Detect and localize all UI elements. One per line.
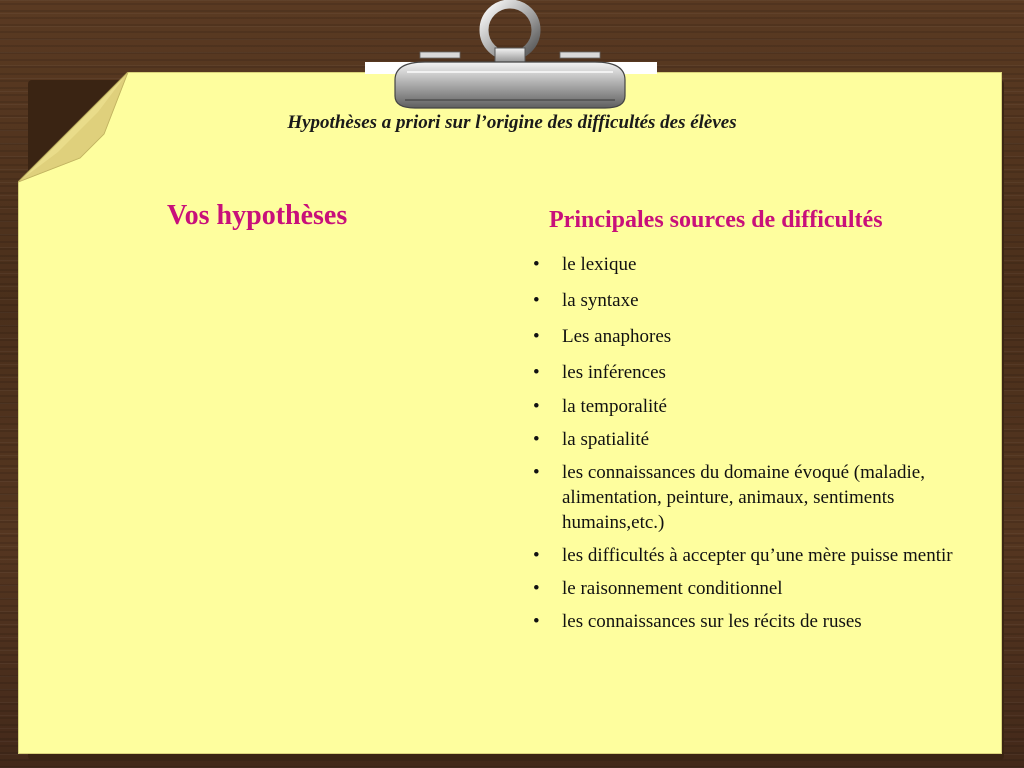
bullet-icon: • [533, 429, 540, 450]
bullet-icon: • [533, 254, 540, 275]
list-item-text: le raisonnement conditionnel [562, 578, 783, 599]
list-item-text: la syntaxe [562, 290, 639, 311]
list-item-text: la spatialité [562, 429, 650, 450]
list-item [532, 288, 962, 313]
bullet-icon: • [533, 611, 540, 632]
bullet-icon: • [533, 545, 540, 566]
list-item [532, 427, 962, 452]
list-item [532, 394, 962, 419]
bullet-icon: • [533, 290, 540, 311]
list-item-text: les connaissances du domaine évoqué (maladie, alimentation, peinture, animaux, sentiments humains,etc.) [562, 462, 925, 533]
list-item-text: les inférences [562, 362, 666, 383]
list-item-text: Les anaphores [562, 326, 672, 347]
list-item [532, 360, 962, 385]
bullet-icon: • [533, 578, 540, 599]
list-item-text: les connaissances sur les récits de ruses [562, 611, 862, 632]
bullet-icon: • [533, 396, 540, 417]
bullet-icon: • [533, 326, 540, 347]
list-item [532, 460, 962, 535]
list-item [532, 543, 962, 568]
page-curl-icon [18, 72, 158, 212]
binder-clip-icon [385, 0, 635, 112]
bullet-icon: • [533, 362, 540, 383]
left-heading: Vos hypothèses [167, 200, 348, 231]
difficulty-list [532, 252, 962, 634]
list-item [532, 609, 962, 634]
right-heading: Principales sources de difficultés [549, 207, 883, 233]
slide-title: Hypothèses a priori sur l’origine des difficultés des élèves [287, 112, 737, 133]
list-item-text: la temporalité [562, 396, 667, 417]
list-item-text: les difficultés à accepter qu’une mère puisse mentir [562, 545, 953, 566]
bullet-icon: • [533, 462, 540, 483]
list-item [532, 324, 962, 349]
list-item [532, 252, 962, 277]
list-item-text: le lexique [562, 254, 637, 275]
list-item [532, 576, 962, 601]
